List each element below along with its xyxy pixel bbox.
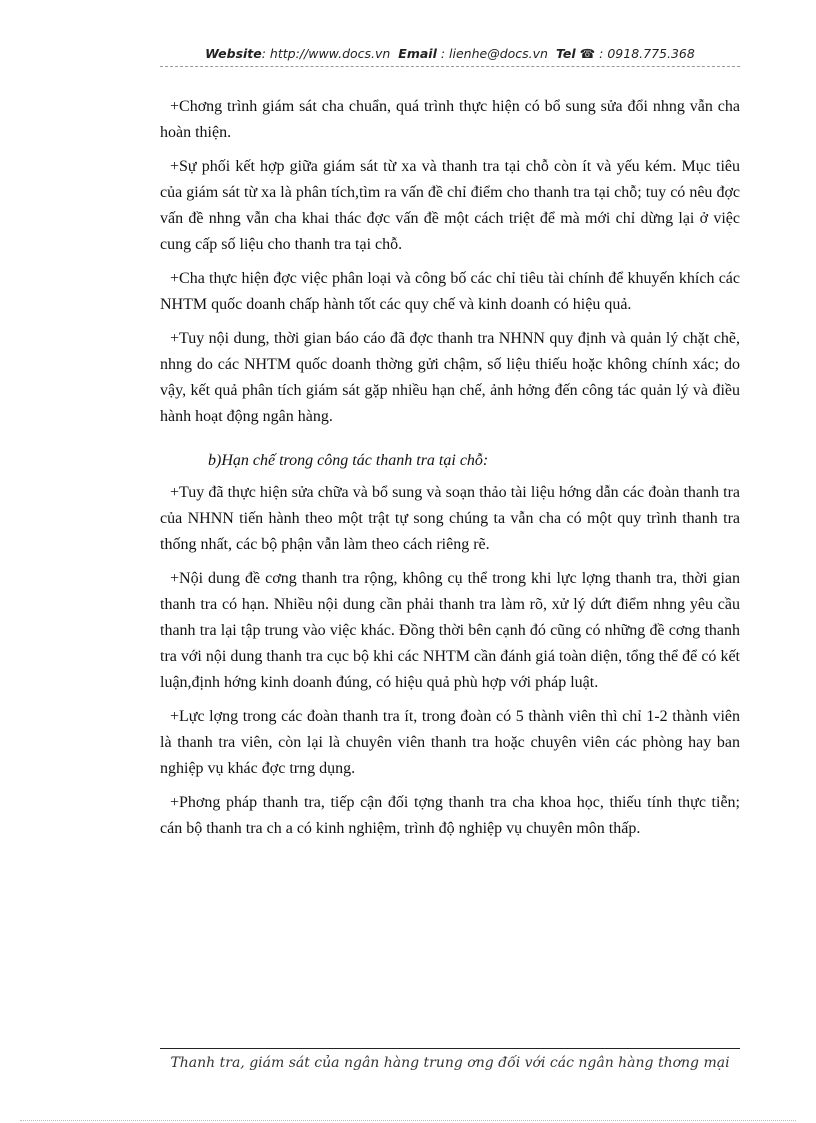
website-label: Website [205, 46, 262, 61]
paragraph: +Chơng trình giám sát cha chuẩn, quá trình thực hiện có bổ sung sửa đổi nhng vẫn cha hoàn thiện. [160, 98, 740, 141]
email-label: Email [398, 46, 437, 61]
paragraph: +Phơng pháp thanh tra, tiếp cận đối tợng thanh tra cha khoa học, thiếu tính thực tiễn; cán bộ thanh tra ch a có kinh nghiệm, trình độ nghiệp vụ chuyên môn thấp. [160, 794, 740, 837]
header-divider [160, 66, 740, 67]
page-bottom-border [20, 1120, 796, 1121]
page-header [160, 46, 740, 61]
paragraph: +Tuy đã thực hiện sửa chữa và bổ sung và soạn thảo tài liệu hớng dẫn các đoàn thanh tra của NHNN tiến hành theo một trật tự song chúng ta vẫn cha có một quy trình thanh tra thống nhất, các bộ phận vẫn làm theo cách riêng rẽ. [160, 484, 740, 553]
section-subheading: b)Hạn chế trong công tác thanh tra tại chỗ: [208, 452, 489, 469]
paragraph: +Lực lợng trong các đoàn thanh tra ít, trong đoàn có 5 thành viên thì chỉ 1-2 thành viên là thanh tra viên, còn lại là chuyên viên thanh tra hoặc chuyên viên các phòng hay ban nghiệp vụ khác đợc trng dụng. [160, 708, 740, 777]
email-value: : lienhe@docs.vn [440, 46, 548, 61]
tel-value: ☎ : 0918.775.368 [579, 46, 695, 61]
page-footer: Thanh tra, giám sát của ngân hàng trung ơng đối với các ngân hàng thơng mại [170, 1055, 730, 1071]
paragraph: +Tuy nội dung, thời gian báo cáo đã đợc thanh tra NHNN quy định và quản lý chặt chẽ, nhng do các NHTM quốc doanh thờng gửi chậm, số liệu thiếu hoặc không chính xác; do vậy, kết quả phân tích giám sát gặp nhiều hạn chế, ảnh hởng đến công tác quản lý và điều hành hoạt động ngân hàng. [160, 330, 740, 425]
document-body [160, 94, 740, 850]
paragraph: +Cha thực hiện đợc việc phân loại và công bố các chỉ tiêu tài chính để khuyến khích các NHTM quốc doanh chấp hành tốt các quy chế và kinh doanh có hiệu quả. [160, 270, 740, 313]
tel-label: Tel [555, 46, 576, 61]
website-value: : http://www.docs.vn [261, 46, 391, 61]
footer-divider [160, 1048, 740, 1049]
paragraph: +Sự phối kết hợp giữa giám sát từ xa và thanh tra tại chỗ còn ít và yếu kém. Mục tiêu của giám sát từ xa là phân tích,tìm ra vấn đề chỉ điểm cho thanh tra tại chỗ; tuy có nêu đợc vấn đề nhng vẫn cha khai thác đợc vấn đề một cách triệt để mà mới chỉ dừng lại ở việc cung cấp số liệu cho thanh tra tại chỗ. [160, 158, 740, 253]
paragraph: +Nội dung đề cơng thanh tra rộng, không cụ thể trong khi lực lợng thanh tra, thời gian thanh tra có hạn. Nhiều nội dung cần phải thanh tra làm rõ, xử lý dứt điểm nhng yêu cầu thanh tra lại tập trung vào việc khác. Đồng thời bên cạnh đó cũng có những đề cơng thanh tra với nội dung thanh tra cục bộ khi các NHTM cần đánh giá toàn diện, tổng thể để có kết luận,định hớng kinh doanh đúng, có hiệu quả phù hợp với pháp luật. [160, 570, 740, 691]
